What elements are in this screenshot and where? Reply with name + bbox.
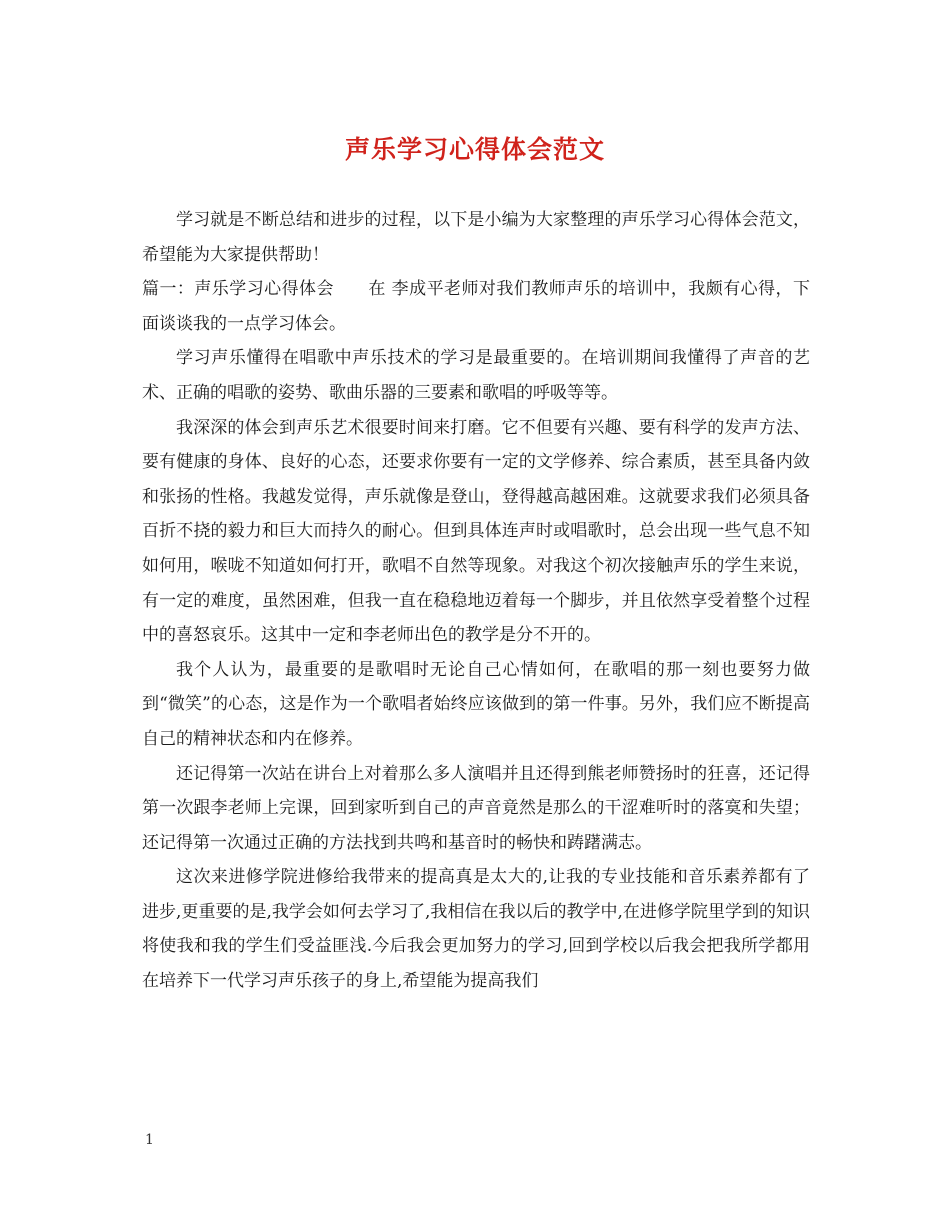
body-paragraph-1: 学习声乐懂得在唱歌中声乐技术的学习是最重要的。在培训期间我懂得了声音的艺术、正确的唱歌的姿势、歌曲乐器的三要素和歌唱的呼吸等等。 [142, 348, 810, 403]
body-paragraph-4: 还记得第一次站在讲台上对着那么多人演唱并且还得到熊老师赞扬时的狂喜，还记得第一次跟李老师上完课，回到家听到自己的声音竟然是那么的干涩难听时的落寞和失望；还记得第一次通过正确的方法找到共鸣和基音时的畅快和踌躇满志。 [142, 763, 810, 853]
body-paragraph-2: 我深深的体会到声乐艺术很要时间来打磨。它不但要有兴趣、要有科学的发声方法、要有健康的身体、良好的心态，还要求你要有一定的文学修养、综合素质，甚至具备内敛和张扬的性格。我越发觉得，声乐就像是登山，登得越高越困难。这就要求我们必须具备百折不挠的毅力和巨大而持久的耐心。但到具体连声时或唱歌时，总会出现一些气息不知如何用，喉咙不知道如何打开，歌唱不自然等现象。对我这个初次接触声乐的学生来说，有一定的难度，虽然困难，但我一直在稳稳地迈着每一个脚步，并且依然享受着整个过程中的喜怒哀乐。这其中一定和李老师出色的教学是分不开的。 [142, 417, 810, 646]
body-paragraph-3: 我个人认为，最重要的是歌唱时无论自己心情如何，在歌唱的那一刻也要努力做到“微笑”的心态，这是作为一个歌唱者始终应该做到的第一件事。另外，我们应不断提高自己的精神状态和内在修养。 [142, 659, 810, 749]
chapter-label: 篇一：声乐学习心得体会 [142, 279, 334, 300]
document-body [142, 203, 810, 999]
intro-paragraph: 学习就是不断总结和进步的过程，以下是小编为大家整理的声乐学习心得体会范文，希望能为大家提供帮助！ [142, 210, 810, 265]
page-number: 1 [145, 1132, 154, 1148]
document-title: 声乐学习心得体会范文 [344, 135, 605, 164]
chapter-heading-paragraph [142, 272, 810, 341]
chapter-text: 在 李成平老师对我们教师声乐的培训中，我颇有心得，下面谈谈我的一点学习体会。 [142, 279, 811, 334]
body-paragraph-5: 这次来进修学院进修给我带来的提高真是太大的,让我的专业技能和音乐素养都有了进步,更重要的是,我学会如何去学习了,我相信在我以后的教学中,在进修学院里学到的知识将使我和我的学生们受益匪浅.今后我会更加努力的学习,回到学校以后我会把我所学都用在培养下一代学习声乐孩子的身上,希望能为提高我们 [142, 867, 810, 992]
